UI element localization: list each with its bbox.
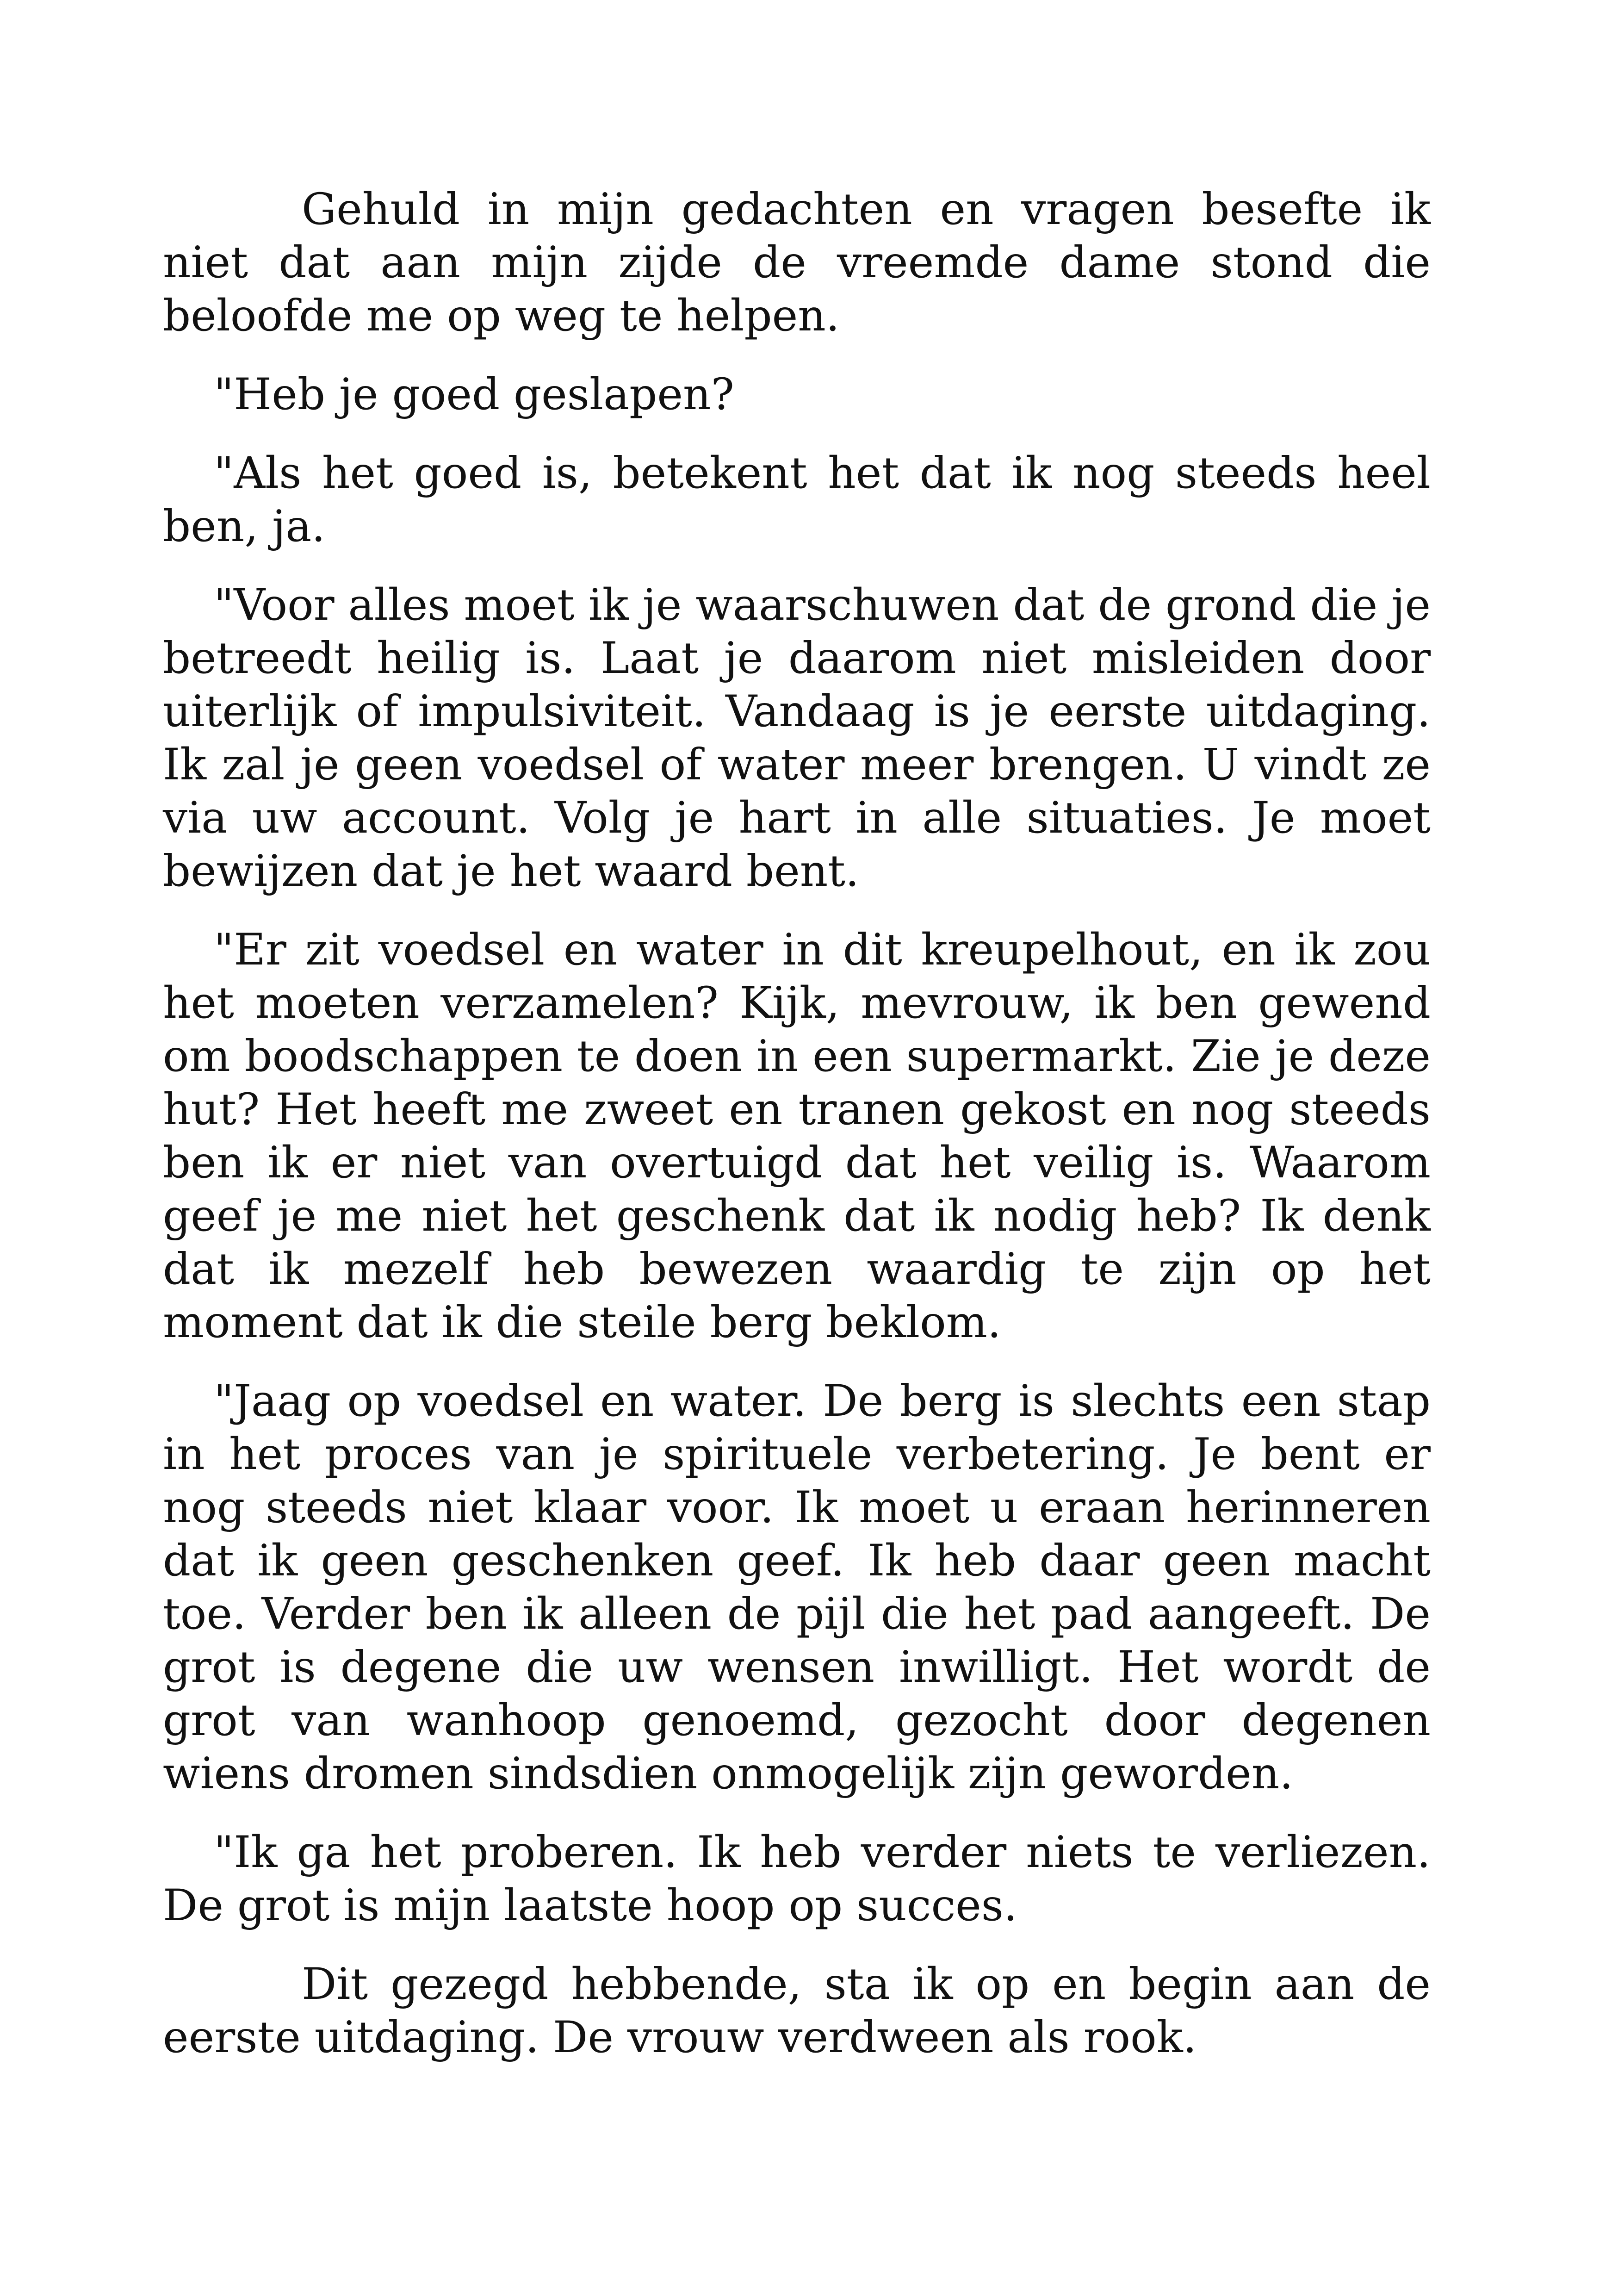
paragraph-8: Dit gezegd hebbende, sta ik op en begin aan de eerste uitdaging. De vrouw verdween als rook. [163,1959,1431,2063]
body-text [163,183,1431,2090]
paragraph-4: "Voor alles moet ik je waarschuwen dat de grond die je betreedt heilig is. Laat je daarom niet misleiden door uiterlijk of impulsiviteit. Vandaag is je eerste uitdaging. Ik zal je geen voedsel of water meer brengen. U vindt ze via uw account. Volg je hart in alle situaties. Je moet bewijzen dat je het waard bent. [163,580,1431,896]
paragraph-5: "Er zit voedsel en water in dit kreupelhout, en ik zou het moeten verzamelen? Kijk, mevrouw, ik ben gewend om boodschappen te doen in een supermarkt. Zie je deze hut? Het heeft me zweet en tranen gekost en nog steeds ben ik er niet van overtuigd dat het veilig is. Waarom geef je me niet het geschenk dat ik nodig heb? Ik denk dat ik mezelf heb bewezen waardig te zijn op het moment dat ik die steile berg beklom. [163,925,1431,1348]
paragraph-2: "Heb je goed geslapen? [214,369,734,420]
paragraph-3: "Als het goed is, betekent het dat ik nog steeds heel ben, ja. [163,448,1431,552]
paragraph-7: "Ik ga het proberen. Ik heb verder niets te verliezen. De grot is mijn laatste hoop op succes. [163,1827,1431,1931]
paragraph-6: "Jaag op voedsel en water. De berg is slechts een stap in het proces van je spirituele verbetering. Je bent er nog steeds niet klaar voor. Ik moet u eraan herinneren dat ik geen geschenken geef. Ik heb daar geen macht toe. Verder ben ik alleen de pijl die het pad aangeeft. De grot is degene die uw wensen inwilligt. Het wordt de grot van wanhoop genoemd, gezocht door degenen wiens dromen sindsdien onmogelijk zijn geworden. [163,1376,1431,1799]
paragraph-1: Gehuld in mijn gedachten en vragen besefte ik niet dat aan mijn zijde de vreemde dame stond die beloofde me op weg te helpen. [163,184,1431,341]
